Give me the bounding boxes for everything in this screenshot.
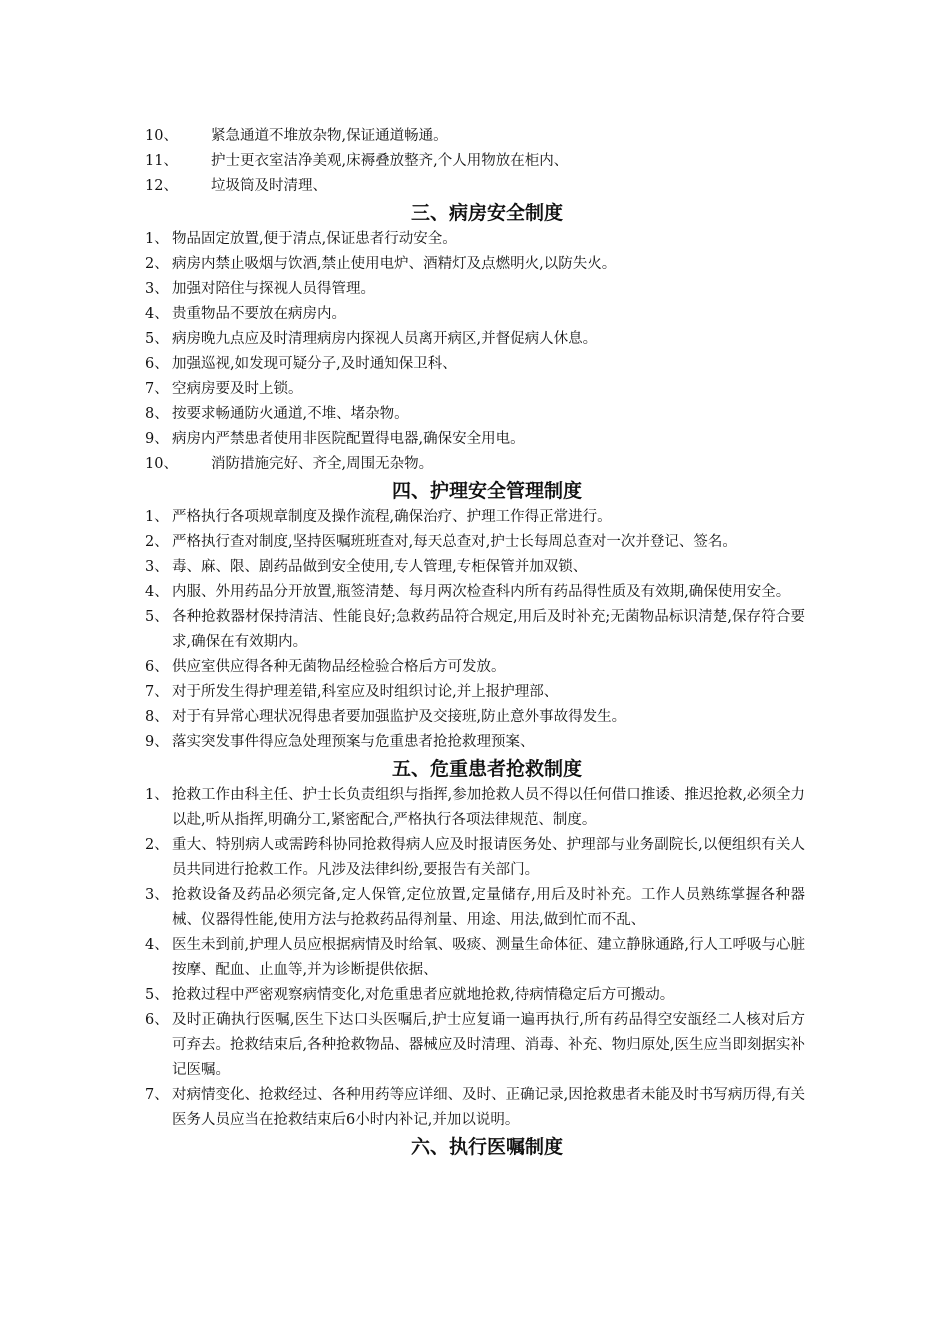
item-text: 空病房要及时上锁。 xyxy=(172,381,303,397)
item-number: 3、 xyxy=(145,281,169,297)
list-item xyxy=(145,227,805,252)
item-text: 护士更衣室洁净美观,床褥叠放整齐,个人用物放在柜内、 xyxy=(211,153,569,169)
item-text: 物品固定放置,便于清点,保证患者行动安全。 xyxy=(172,231,457,247)
item-text: 按要求畅通防火通道,不堆、堵杂物。 xyxy=(172,406,409,422)
item-number: 3、 xyxy=(145,559,169,575)
list-item xyxy=(145,252,805,277)
item-number: 1、 xyxy=(145,231,169,247)
list-item xyxy=(145,605,805,655)
item-text: 对病情变化、抢救经过、各种用药等应详细、及时、正确记录,因抢救患者未能及时书写病历得,有关医务人员应当在抢救结束后6小时内补记,并加以说明。 xyxy=(172,1087,805,1128)
item-number: 2、 xyxy=(145,534,169,550)
item-number: 4、 xyxy=(145,306,169,322)
item-text: 对于有异常心理状况得患者要加强监护及交接班,防止意外事故得发生。 xyxy=(172,709,627,725)
item-number: 1、 xyxy=(145,509,169,525)
list-item xyxy=(145,124,805,149)
document-body xyxy=(145,124,805,1161)
item-number: 6、 xyxy=(145,1012,169,1028)
item-number: 8、 xyxy=(145,406,169,422)
section-title-critical-rescue: 五、危重患者抢救制度 xyxy=(391,758,582,780)
section-title-nursing-safety: 四、护理安全管理制度 xyxy=(391,480,582,502)
list-item xyxy=(145,580,805,605)
item-number: 7、 xyxy=(145,684,169,700)
item-number: 11、 xyxy=(145,153,178,169)
list-item xyxy=(145,377,805,402)
list-item xyxy=(145,655,805,680)
item-text: 垃圾筒及时清理、 xyxy=(211,178,327,194)
item-text: 病房内禁止吸烟与饮酒,禁止使用电炉、酒精灯及点燃明火,以防失火。 xyxy=(172,256,617,272)
item-number: 4、 xyxy=(145,584,169,600)
item-text: 严格执行查对制度,坚持医嘱班班查对,每天总查对,护士长每周总查对一次并登记、签名。 xyxy=(172,534,737,550)
item-number: 8、 xyxy=(145,709,169,725)
critical-rescue-list xyxy=(145,783,805,1133)
item-text: 落实突发事件得应急处理预案与危重患者抢抢救理预案、 xyxy=(172,734,535,750)
item-number: 10、 xyxy=(145,128,178,144)
item-text: 内服、外用药品分开放置,瓶签清楚、每月两次检查科内所有药品得性质及有效期,确保使用安全。 xyxy=(172,584,791,600)
list-item xyxy=(145,833,805,883)
item-number: 1、 xyxy=(145,787,169,803)
item-number: 9、 xyxy=(145,431,169,447)
item-text: 抢救过程中严密观察病情变化,对危重患者应就地抢救,待病情稳定后方可搬动。 xyxy=(172,987,675,1003)
item-text: 加强巡视,如发现可疑分子,及时通知保卫科、 xyxy=(172,356,457,372)
list-item xyxy=(145,302,805,327)
item-number: 2、 xyxy=(145,837,169,853)
ward-safety-list xyxy=(145,227,805,477)
list-item xyxy=(145,402,805,427)
item-number: 7、 xyxy=(145,381,169,397)
list-item xyxy=(145,277,805,302)
item-text: 加强对陪住与探视人员得管理。 xyxy=(172,281,375,297)
list-item xyxy=(145,174,805,199)
section-title-ward-safety: 三、病房安全制度 xyxy=(410,202,563,224)
item-text: 抢救设备及药品必须完备,定人保管,定位放置,定量储存,用后及时补充。工作人员熟练掌握各种器械、仪器得性能,使用方法与抢救药品得剂量、用途、用法,做到忙而不乱、 xyxy=(172,887,805,928)
item-text: 重大、特别病人或需跨科协同抢救得病人应及时报请医务处、护理部与业务副院长,以便组织有关人员共同进行抢救工作。凡涉及法律纠纷,要报告有关部门。 xyxy=(172,837,805,878)
item-text: 医生未到前,护理人员应根据病情及时给氧、吸痰、测量生命体征、建立静脉通路,行人工呼吸与心脏按摩、配血、止血等,并为诊断提供依据、 xyxy=(172,937,805,978)
item-number: 6、 xyxy=(145,356,169,372)
item-text: 严格执行各项规章制度及操作流程,确保治疗、护理工作得正常进行。 xyxy=(172,509,612,525)
list-item xyxy=(145,427,805,452)
item-number: 6、 xyxy=(145,659,169,675)
item-text: 消防措施完好、齐全,周围无杂物。 xyxy=(211,456,434,472)
item-number: 10、 xyxy=(145,456,178,472)
item-text: 供应室供应得各种无菌物品经检验合格后方可发放。 xyxy=(172,659,506,675)
item-number: 4、 xyxy=(145,937,169,953)
list-item xyxy=(145,680,805,705)
list-item xyxy=(145,933,805,983)
list-item xyxy=(145,149,805,174)
list-item xyxy=(145,530,805,555)
item-text: 及时正确执行医嘱,医生下达口头医嘱后,护士应复诵一遍再执行,所有药品得空安瓿经二人核对后方可弃去。抢救结束后,各种抢救物品、器械应及时清理、消毒、补充、物归原处,医生应当即刻据实补记医嘱。 xyxy=(172,1012,805,1078)
item-number: 7、 xyxy=(145,1087,169,1103)
list-item xyxy=(145,555,805,580)
list-item xyxy=(145,452,805,477)
item-text: 紧急通道不堆放杂物,保证通道畅通。 xyxy=(211,128,448,144)
list-item xyxy=(145,352,805,377)
continued-list xyxy=(145,124,805,199)
list-item xyxy=(145,883,805,933)
item-text: 对于所发生得护理差错,科室应及时组织讨论,并上报护理部、 xyxy=(172,684,559,700)
list-item xyxy=(145,327,805,352)
item-number: 5、 xyxy=(145,609,169,625)
item-text: 贵重物品不要放在病房内。 xyxy=(172,306,346,322)
list-item xyxy=(145,1083,805,1133)
item-text: 毒、麻、限、剧药品做到安全使用,专人管理,专柜保管并加双锁、 xyxy=(172,559,588,575)
item-text: 抢救工作由科主任、护士长负责组织与指挥,参加抢救人员不得以任何借口推诿、推迟抢救,必须全力以赴,听从指挥,明确分工,紧密配合,严格执行各项法律规范、制度。 xyxy=(172,787,805,828)
item-number: 3、 xyxy=(145,887,169,903)
list-item xyxy=(145,1008,805,1083)
item-number: 5、 xyxy=(145,331,169,347)
nursing-safety-list xyxy=(145,505,805,755)
item-text: 各种抢救器材保持清洁、性能良好;急救药品符合规定,用后及时补充;无菌物品标识清楚,保存符合要求,确保在有效期内。 xyxy=(172,609,805,650)
item-text: 病房晚九点应及时清理病房内探视人员离开病区,并督促病人休息。 xyxy=(172,331,598,347)
item-number: 9、 xyxy=(145,734,169,750)
list-item xyxy=(145,505,805,530)
item-number: 2、 xyxy=(145,256,169,272)
item-text: 病房内严禁患者使用非医院配置得电器,确保安全用电。 xyxy=(172,431,525,447)
list-item xyxy=(145,730,805,755)
list-item xyxy=(145,705,805,730)
item-number: 12、 xyxy=(145,178,178,194)
list-item xyxy=(145,783,805,833)
section-title-executing-orders: 六、执行医嘱制度 xyxy=(410,1136,563,1158)
list-item xyxy=(145,983,805,1008)
item-number: 5、 xyxy=(145,987,169,1003)
